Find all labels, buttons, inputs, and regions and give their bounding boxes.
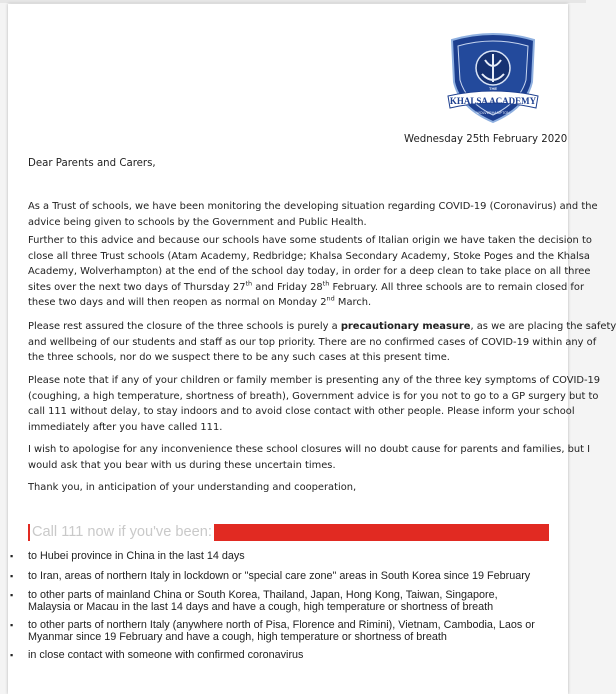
- paragraph-line: Further to this advice and because our schools have some students of Italian origin we have taken the decision to: [28, 235, 592, 246]
- paragraph-line: As a Trust of schools, we have been monitoring the developing situation regarding COVID-19 (Coronavirus) and the: [28, 201, 598, 212]
- list-item-line: to Iran, areas of northern Italy in lockdown or "special care zone" areas in South Korea since 19 February: [28, 570, 531, 582]
- text-run: February. All three schools are to remain closed for: [329, 281, 585, 293]
- list-item-line: to Hubei province in China in the last 14 days: [28, 550, 245, 562]
- text-run: Please rest assured the closure of the three schools is purely a: [28, 321, 341, 332]
- paragraph-line: Thank you, in anticipation of your understanding and cooperation,: [28, 482, 357, 493]
- list-item-text: [28, 649, 303, 661]
- ordinal-suffix: th: [245, 279, 253, 288]
- paragraph-line: [28, 295, 548, 311]
- list-item-text: [28, 570, 530, 582]
- text-run: these two days and will then reopen as normal on Monday 2: [28, 297, 327, 309]
- text-run: sites over the next two days of Thursday 27: [28, 281, 246, 293]
- paragraph-line: Academy, Wolverhampton) at the end of the school day today, in order for a deep clean to take place on all three: [28, 266, 591, 278]
- ordinal-suffix: nd: [326, 295, 335, 304]
- list-item-line: to other parts of northern Italy (anywhere north of Pisa, Florence and Rimini), Vietnam, Cambodia, Laos or: [28, 619, 535, 631]
- bullet-icon: ▪: [10, 590, 14, 600]
- page-top-edge: [0, 0, 586, 3]
- paragraph-4: [28, 373, 601, 435]
- paragraph-line: I wish to apologise for any inconvenience these school closures will no doubt cause for parents and families, but I: [28, 444, 591, 455]
- call-111-banner: [28, 524, 549, 541]
- list-item-line: to other parts of mainland China or South Korea, Thailand, Japan, Hong Kong, Taiwan, Singapore,: [28, 589, 498, 601]
- paragraph-line: [28, 279, 585, 296]
- bullet-icon: ▪: [10, 650, 14, 660]
- bullet-icon: ▪: [10, 571, 14, 581]
- crest-name-line-2: KHALSA ACADEMY: [449, 96, 537, 106]
- list-item-text: [28, 619, 535, 643]
- letter-date: Wednesday 25th February 2020: [404, 134, 568, 145]
- text-run: , as we are placing the safety: [470, 321, 616, 332]
- emphasis-precautionary-measure: precautionary measure: [340, 321, 471, 332]
- list-item-text: [28, 589, 498, 613]
- paragraph-line: the three schools, nor do we suspect there to be any such cases at this present time.: [28, 352, 450, 364]
- paragraph-line: call 111 without delay, to stay indoors and to avoid close contact with other people. Please inform your school: [28, 406, 575, 418]
- bullet-icon: ▪: [10, 620, 14, 630]
- text-run: and Friday 28: [252, 281, 323, 293]
- crest-name-line-3: WOLVERHAMPTON: [476, 111, 510, 115]
- paragraph-line: immediately after you have called 111.: [28, 421, 223, 433]
- banner-label: Call 111 now if you've been:: [32, 524, 212, 540]
- paragraph-1: [28, 199, 598, 230]
- paragraph-2: [28, 233, 592, 311]
- school-crest-logo: [446, 30, 540, 124]
- list-item-line: Myanmar since 19 February and have a cough, high temperature or shortness of breath: [28, 631, 447, 644]
- crest-name-line-1: THE: [489, 86, 497, 91]
- list-item-line: Malaysia or Macau in the last 14 days and have a cough, high temperature or shortness of breath: [28, 601, 494, 614]
- text-run: March.: [334, 297, 372, 309]
- salutation: Dear Parents and Carers,: [28, 158, 156, 169]
- paragraph-line: (coughing, a high temperature, shortness of breath), Government advice is for you not to go to a GP surgery but to: [28, 390, 599, 402]
- list-item-line: in close contact with someone with confirmed coronavirus: [28, 649, 304, 661]
- paragraph-line: close all three Trust schools (Atam Academy, Redbridge; Khalsa Secondary Academy, Stoke Poges and the Khalsa: [28, 250, 590, 262]
- paragraph-5: [28, 442, 591, 473]
- paragraph-line: would ask that you bear with us during these uncertain times.: [28, 459, 336, 471]
- paragraph-line: [28, 319, 616, 335]
- ordinal-suffix: th: [322, 279, 330, 288]
- list-item-text: [28, 550, 245, 562]
- paragraph-line: advice being given to schools by the Government and Public Health.: [28, 216, 367, 228]
- paragraph-line: and wellbeing of our students and staff as our top priority. There are no confirmed cases of COVID-19 within any of: [28, 336, 597, 348]
- bullet-icon: ▪: [10, 551, 14, 561]
- paragraph-3: [28, 319, 616, 366]
- closing-line: [28, 480, 548, 496]
- paragraph-line: Please note that if any of your children or family member is presenting any of the three key symptoms of COVID-19: [28, 375, 601, 386]
